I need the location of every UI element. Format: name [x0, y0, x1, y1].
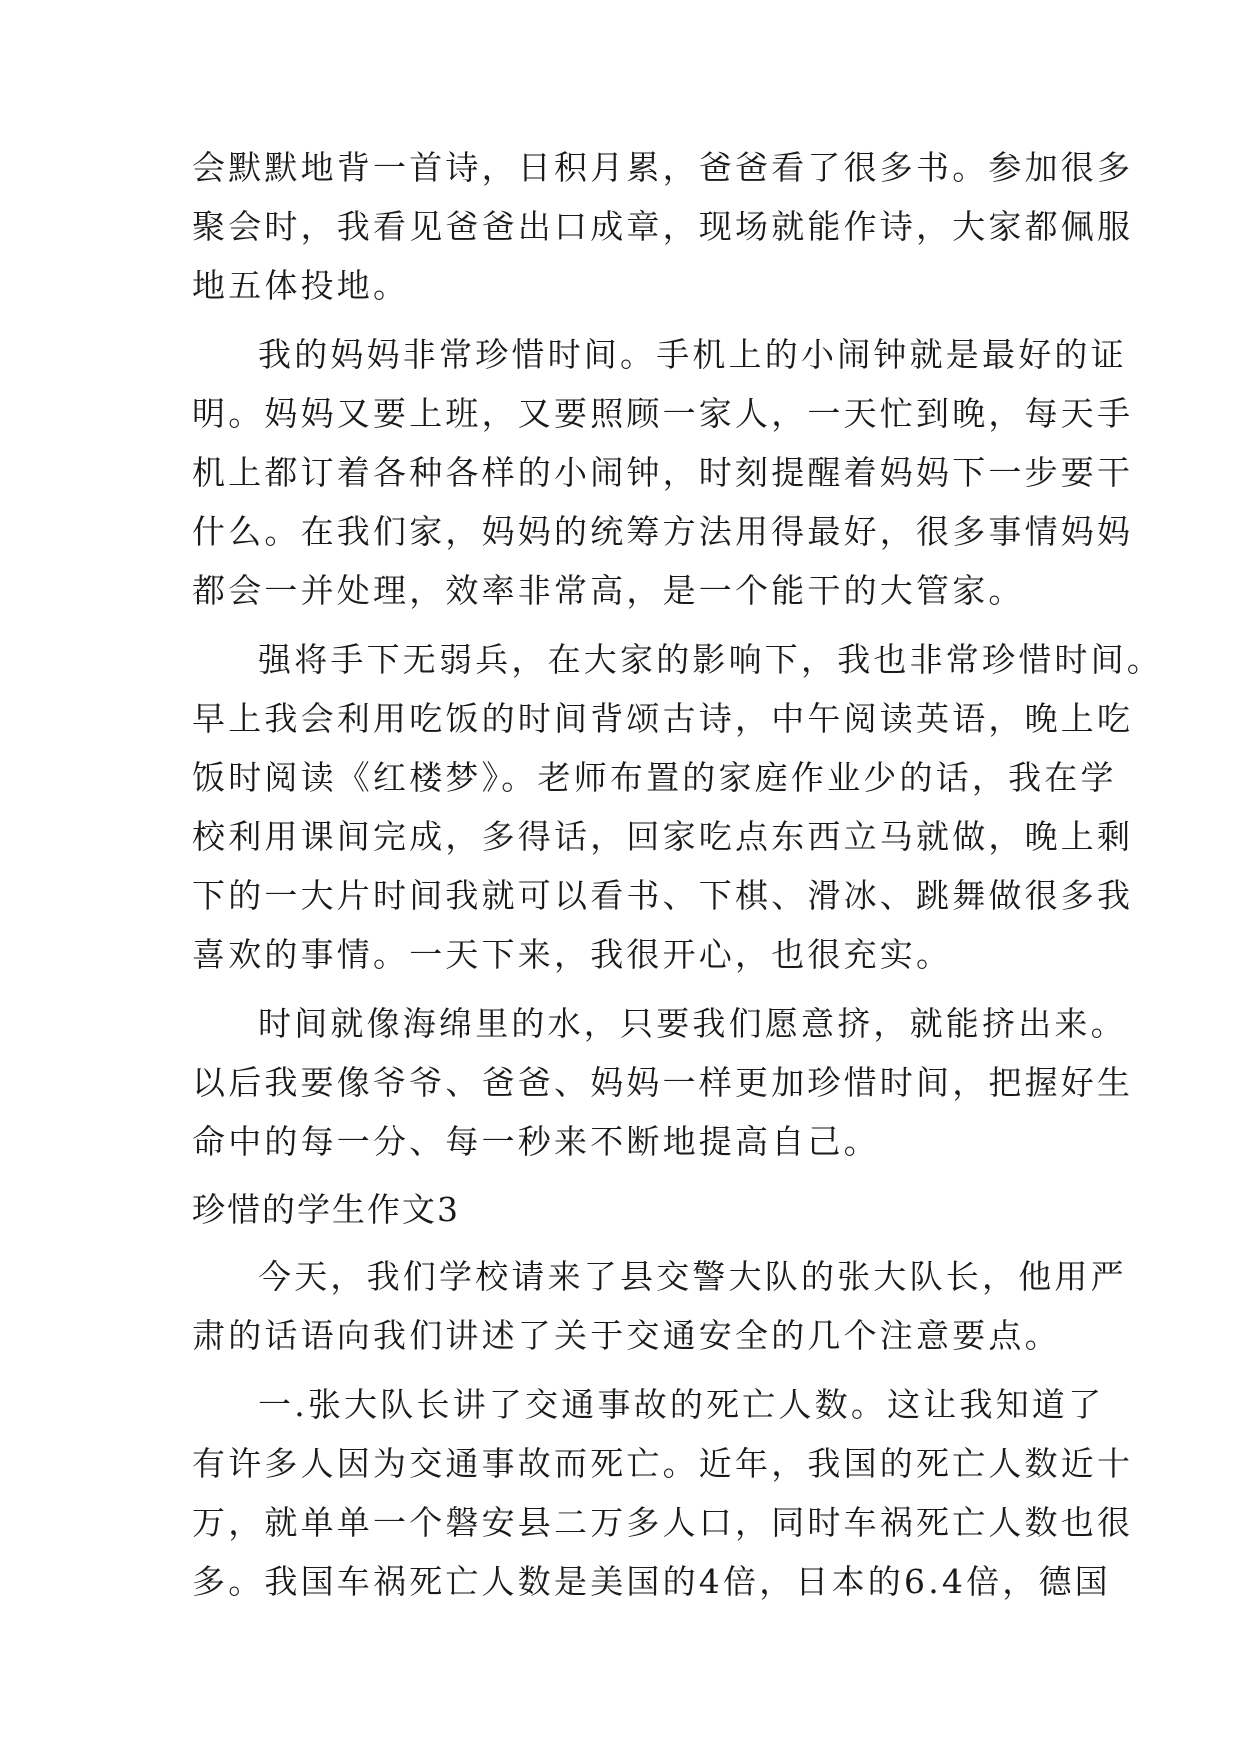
text-line: 机上都订着各种各样的小闹钟，时刻提醒着妈妈下一步要干 [192, 453, 1134, 492]
text-line: 校利用课间完成，多得话，回家吃点东西立马就做，晚上剩 [192, 817, 1134, 856]
text-line: 肃的话语向我们讲述了关于交通安全的几个注意要点。 [192, 1316, 1061, 1355]
text-line: 明。妈妈又要上班，又要照顾一家人，一天忙到晚，每天手 [192, 394, 1134, 433]
paragraph-start-line: 强将手下无弱兵，在大家的影响下，我也非常珍惜时间。 [258, 640, 1163, 679]
text-line: 地五体投地。 [192, 266, 410, 305]
paragraph-start-line: 我的妈妈非常珍惜时间。手机上的小闹钟就是最好的证 [258, 335, 1127, 374]
text-line: 会默默地背一首诗，日积月累，爸爸看了很多书。参加很多 [192, 148, 1134, 187]
text-line: 下的一大片时间我就可以看书、下棋、滑冰、跳舞做很多我 [192, 876, 1134, 915]
text-line: 万，就单单一个磐安县二万多人口，同时车祸死亡人数也很 [192, 1503, 1134, 1542]
text-line: 多。我国车祸死亡人数是美国的4倍，日本的6.4倍，德国 [192, 1562, 1111, 1601]
text-line: 早上我会利用吃饭的时间背颂古诗，中午阅读英语，晚上吃 [192, 699, 1134, 738]
text-line: 聚会时，我看见爸爸出口成章，现场就能作诗，大家都佩服 [192, 207, 1134, 246]
paragraph-start-line: 一.张大队长讲了交通事故的死亡人数。这让我知道了 [258, 1385, 1105, 1424]
section-heading: 珍惜的学生作文3 [192, 1190, 460, 1229]
text-line: 以后我要像爷爷、爸爸、妈妈一样更加珍惜时间，把握好生 [192, 1063, 1134, 1102]
text-line: 什么。在我们家，妈妈的统筹方法用得最好，很多事情妈妈 [192, 512, 1134, 551]
paragraph-start-line: 今天，我们学校请来了县交警大队的张大队长，他用严 [258, 1257, 1127, 1296]
paragraph-start-line: 时间就像海绵里的水，只要我们愿意挤，就能挤出来。 [258, 1004, 1127, 1043]
text-line: 命中的每一分、每一秒来不断地提高自己。 [192, 1122, 880, 1161]
text-line: 喜欢的事情。一天下来，我很开心，也很充实。 [192, 935, 953, 974]
text-line: 饭时阅读《红楼梦》。老师布置的家庭作业少的话，我在学 [192, 758, 1117, 797]
text-line: 都会一并处理，效率非常高，是一个能干的大管家。 [192, 571, 1025, 610]
text-line: 有许多人因为交通事故而死亡。近年，我国的死亡人数近十 [192, 1444, 1134, 1483]
